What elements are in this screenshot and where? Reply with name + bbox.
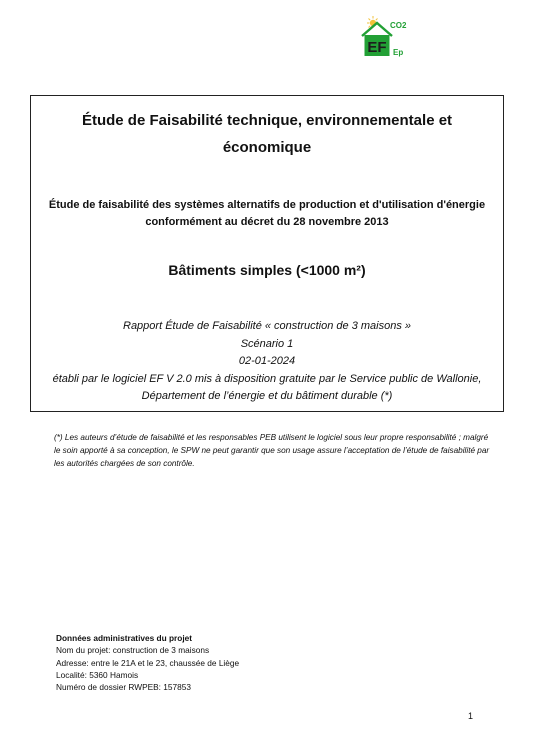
- project-address: Adresse: entre le 21A et le 23, chaussée de Liège: [56, 657, 240, 668]
- project-name: Nom du projet: construction de 3 maisons: [56, 645, 210, 656]
- file-number: Numéro de dossier RWPEB: 157853: [56, 682, 191, 693]
- software-line-2: Département de l’énergie et du bâtiment durable (*): [141, 390, 393, 402]
- page-number: 1: [468, 711, 474, 721]
- building-type: Bâtiments simples (<1000 m²): [168, 262, 366, 278]
- house-roof-icon: [362, 23, 392, 36]
- report-title: Rapport Étude de Faisabilité « construction de 3 maisons »: [123, 320, 411, 332]
- admin-data: [56, 632, 239, 693]
- project-locality: Localité: 5360 Hamois: [56, 669, 139, 680]
- ep-label: Ep: [393, 48, 404, 57]
- ef-letters: EF: [367, 39, 387, 56]
- software-line-1: établi par le logiciel EF V 2.0 mis à disposition gratuite par le Service public de Wallonie,: [52, 372, 482, 385]
- report-date: 02-01-2024: [238, 355, 296, 367]
- page-title: Étude de Faisabilité technique, environnementale et économique: [81, 112, 453, 156]
- admin-heading: Données administratives du projet: [56, 633, 193, 643]
- report-info: [31, 318, 503, 406]
- ef-logo-icon: [360, 14, 408, 60]
- subtitle: Étude de faisabilité des systèmes alternatifs de production et d'utilisation d'énergie conformément au décret du 28 novembre 2013: [48, 199, 486, 228]
- co2-label: CO2: [390, 21, 407, 30]
- scenario-label: Scénario 1: [240, 337, 294, 350]
- footnote: (*) Les auteurs d’étude de faisabilité et les responsables PEB utilisent le logiciel sous leur propre responsabilité ; malgré le soin apporté à sa conception, le SPW ne peut garantir que son usage assure l’acceptation de l’étude de faisabilité par les autorités chargées de son contrôle.: [54, 433, 490, 468]
- ef-logo: [360, 14, 408, 60]
- title-box: [30, 95, 504, 412]
